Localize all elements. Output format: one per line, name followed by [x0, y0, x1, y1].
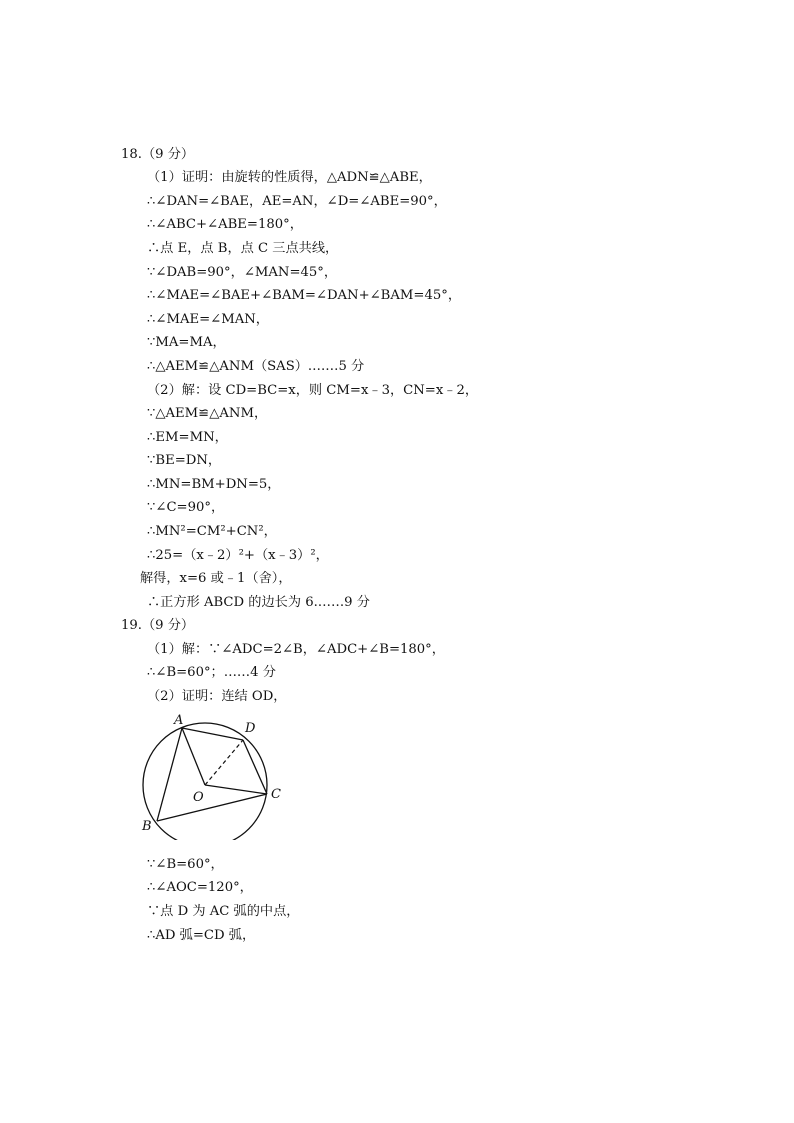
label-O: O — [193, 790, 204, 805]
segment-AO — [182, 728, 205, 785]
q18-line-1: （1）证明：由旋转的性质得，△ADN≌△ABE， — [147, 170, 432, 185]
q19-line-1: （1）解：∵∠ADC=2∠B，∠ADC+∠B=180°， — [147, 642, 445, 657]
q19-header: 19.（9 分） — [121, 618, 195, 633]
q18-line-9: ∴△AEM≌△ANM（SAS）.……5 分 — [147, 359, 365, 374]
q18-line-6: ∴∠MAE=∠BAE+∠BAM=∠DAN+∠BAM=45°， — [147, 288, 462, 303]
q18-line-7: ∴∠MAE=∠MAN， — [147, 312, 269, 327]
label-D: D — [245, 721, 256, 736]
segment-OC — [205, 785, 267, 794]
q18-line-11: ∵△AEM≌△ANM， — [147, 406, 268, 421]
q19-line-6: ∵点 D 为 AC 弧的中点， — [147, 904, 300, 919]
q18-line-4: ∴点 E，点 B，点 C 三点共线， — [147, 241, 339, 256]
q18-line-12: ∴EM=MN， — [147, 430, 228, 445]
q18-header: 18.（9 分） — [121, 147, 195, 162]
q18-line-5: ∵∠DAB=90°，∠MAN=45°， — [147, 265, 338, 280]
q19-line-7: ∴AD 弧=CD 弧， — [147, 928, 256, 943]
label-B: B — [142, 819, 152, 834]
circle-geometry-figure — [132, 708, 292, 840]
q19-line-5: ∴∠AOC=120°， — [147, 880, 253, 895]
q19-line-2: ∴∠B=60°；……4 分 — [147, 665, 276, 680]
label-C: C — [271, 787, 281, 802]
q18-line-10: （2）解：设 CD=BC=x，则 CM=x﹣3，CN=x﹣2， — [147, 383, 479, 398]
q18-line-13: ∵BE=DN， — [147, 453, 222, 468]
q18-line-2: ∴∠DAN=∠BAE，AE=AN，∠D=∠ABE=90°， — [147, 194, 447, 209]
q18-line-14: ∴MN=BM+DN=5， — [147, 477, 281, 492]
q18-line-15: ∵∠C=90°， — [147, 500, 225, 515]
label-A: A — [174, 713, 184, 728]
q18-line-16: ∴MN²=CM²+CN²， — [147, 524, 277, 539]
q18-line-18: 解得，x=6 或﹣1（舍）， — [140, 571, 292, 586]
q18-line-17: ∴25=（x﹣2）²+（x﹣3）²， — [147, 548, 329, 563]
circle-outline — [143, 723, 267, 840]
segment-CB — [157, 794, 267, 821]
q19-line-4: ∵∠B=60°， — [147, 857, 224, 872]
q18-line-3: ∴∠ABC+∠ABE=180°， — [147, 217, 303, 232]
segment-OD-dashed — [205, 740, 243, 785]
q19-line-3: （2）证明：连结 OD， — [147, 689, 287, 704]
q18-line-19: ∴正方形 ABCD 的边长为 6.……9 分 — [147, 595, 370, 610]
q18-line-8: ∵MA=MA， — [147, 335, 226, 350]
